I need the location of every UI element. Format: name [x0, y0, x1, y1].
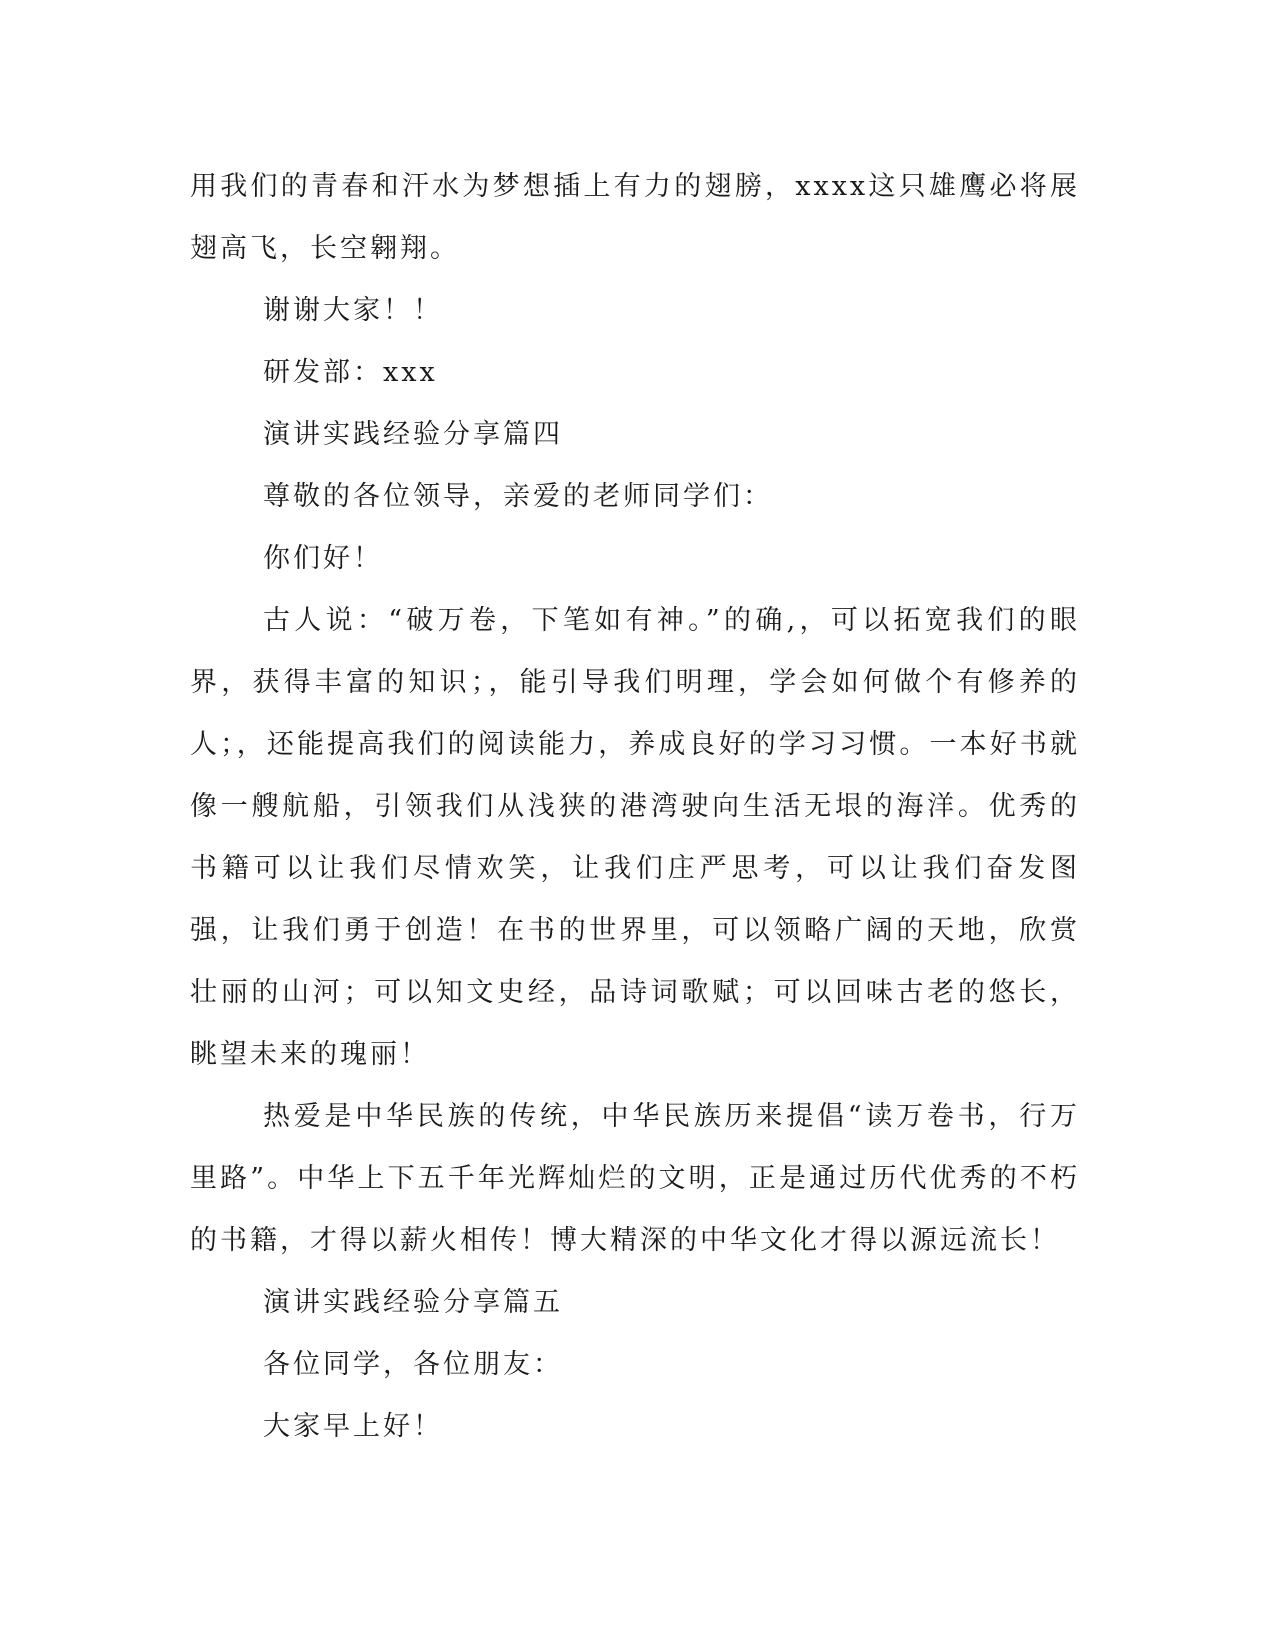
document-body — [190, 156, 1080, 1458]
paragraph-closing-line: 用我们的青春和汗水为梦想插上有力的翅膀，xxxx这只雄鹰必将展翅高飞，长空翱翔。 — [190, 171, 1080, 264]
paragraph-reading-benefits: 古人说：“破万卷，下笔如有神。”的确,，可以拓宽我们的眼界，获得丰富的知识；，能引导我们明理，学会如何做个有修养的人；，还能提高我们的阅读能力，养成良好的学习习惯。一本好书就像一艘航船，引领我们从浅狭的港湾驶向生活无垠的海洋。优秀的书籍可以让我们尽情欢笑，让我们庄严思考，可以让我们奋发图强，让我们勇于创造！在书的世界里，可以领略广阔的天地，欣赏壮丽的山河；可以知文史经，品诗词歌赋；可以回味古老的悠长，眺望未来的瑰丽！ — [190, 605, 1080, 1070]
paragraph-signature: 研发部：xxx — [263, 357, 438, 388]
section-heading-part-four: 演讲实践经验分享篇四 — [263, 419, 563, 450]
paragraph-greeting-2: 大家早上好！ — [263, 1411, 443, 1442]
paragraph-thanks: 谢谢大家！！ — [263, 295, 443, 326]
paragraph-salutation-2: 各位同学，各位朋友： — [263, 1349, 563, 1380]
paragraph-salutation: 尊敬的各位领导，亲爱的老师同学们： — [263, 481, 773, 512]
section-heading-part-five: 演讲实践经验分享篇五 — [263, 1287, 563, 1318]
paragraph-tradition: 热爱是中华民族的传统，中华民族历来提倡“读万卷书，行万里路”。中华上下五千年光辉灿烂的文明，正是通过历代优秀的不朽的书籍，才得以薪火相传！博大精深的中华文化才得以源远流长！ — [190, 1101, 1080, 1256]
paragraph-greeting: 你们好！ — [263, 543, 383, 574]
